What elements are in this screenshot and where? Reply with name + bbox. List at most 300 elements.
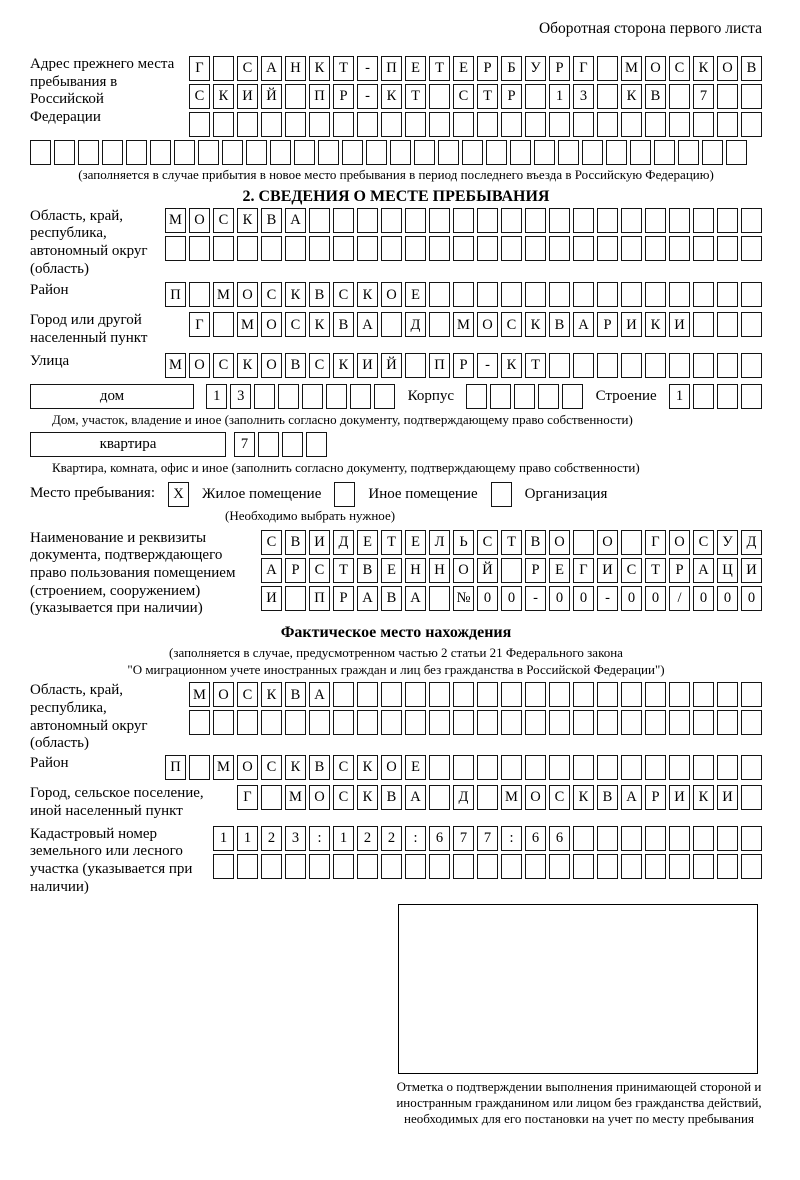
char-box[interactable]	[645, 682, 666, 707]
char-box[interactable]: В	[333, 312, 354, 337]
char-box[interactable]: 0	[693, 586, 714, 611]
char-box[interactable]	[573, 353, 594, 378]
char-box[interactable]	[429, 586, 450, 611]
char-box[interactable]: А	[573, 312, 594, 337]
char-box[interactable]	[562, 384, 583, 409]
char-box[interactable]	[741, 84, 762, 109]
char-box[interactable]: Р	[549, 56, 570, 81]
char-box[interactable]: В	[549, 312, 570, 337]
char-box[interactable]	[717, 353, 738, 378]
char-box[interactable]	[285, 854, 306, 879]
char-box[interactable]: А	[309, 682, 330, 707]
char-box[interactable]	[717, 755, 738, 780]
char-box[interactable]: :	[309, 826, 330, 851]
char-box[interactable]: Е	[357, 530, 378, 555]
char-box[interactable]: И	[669, 785, 690, 810]
char-box[interactable]	[621, 236, 642, 261]
char-box[interactable]	[549, 755, 570, 780]
char-box[interactable]	[333, 854, 354, 879]
char-box[interactable]	[621, 854, 642, 879]
char-box[interactable]: 6	[429, 826, 450, 851]
char-box[interactable]	[285, 236, 306, 261]
char-box[interactable]	[597, 84, 618, 109]
char-box[interactable]: Е	[405, 56, 426, 81]
char-box[interactable]: О	[669, 530, 690, 555]
char-box[interactable]	[693, 112, 714, 137]
char-box[interactable]: А	[693, 558, 714, 583]
char-box[interactable]	[717, 854, 738, 879]
char-box[interactable]	[477, 236, 498, 261]
char-box[interactable]: С	[189, 84, 210, 109]
char-box[interactable]: У	[525, 56, 546, 81]
char-box[interactable]	[189, 710, 210, 735]
char-box[interactable]: А	[405, 785, 426, 810]
char-box[interactable]	[717, 312, 738, 337]
char-box[interactable]: Т	[645, 558, 666, 583]
char-box[interactable]: -	[477, 353, 498, 378]
char-box[interactable]: Д	[453, 785, 474, 810]
char-box[interactable]	[294, 140, 315, 165]
char-box[interactable]: Р	[285, 558, 306, 583]
char-box[interactable]	[357, 682, 378, 707]
char-box[interactable]	[429, 710, 450, 735]
char-box[interactable]	[405, 682, 426, 707]
char-box[interactable]	[597, 682, 618, 707]
char-box[interactable]	[654, 140, 675, 165]
char-box[interactable]	[381, 236, 402, 261]
char-box[interactable]	[741, 236, 762, 261]
char-box[interactable]	[573, 112, 594, 137]
char-box[interactable]	[597, 208, 618, 233]
char-box[interactable]: И	[237, 84, 258, 109]
char-box[interactable]: 0	[501, 586, 522, 611]
char-box[interactable]	[669, 854, 690, 879]
char-box[interactable]: С	[477, 530, 498, 555]
char-box[interactable]: С	[693, 530, 714, 555]
char-box[interactable]	[213, 112, 234, 137]
char-box[interactable]	[333, 208, 354, 233]
char-box[interactable]	[717, 710, 738, 735]
char-box[interactable]: И	[717, 785, 738, 810]
char-box[interactable]	[514, 384, 535, 409]
char-box[interactable]	[549, 353, 570, 378]
char-box[interactable]	[486, 140, 507, 165]
char-box[interactable]	[621, 530, 642, 555]
char-box[interactable]	[741, 682, 762, 707]
char-box[interactable]	[405, 710, 426, 735]
char-box[interactable]: О	[309, 785, 330, 810]
char-box[interactable]	[357, 236, 378, 261]
char-box[interactable]	[366, 140, 387, 165]
char-box[interactable]: Р	[333, 586, 354, 611]
char-box[interactable]	[278, 384, 299, 409]
char-box[interactable]	[621, 353, 642, 378]
char-box[interactable]	[405, 353, 426, 378]
char-box[interactable]: 0	[741, 586, 762, 611]
char-box[interactable]	[462, 140, 483, 165]
char-box[interactable]	[501, 755, 522, 780]
char-box[interactable]: 1	[237, 826, 258, 851]
char-box[interactable]: Г	[573, 56, 594, 81]
char-box[interactable]	[189, 282, 210, 307]
char-box[interactable]	[381, 682, 402, 707]
char-box[interactable]: В	[645, 84, 666, 109]
char-box[interactable]	[606, 140, 627, 165]
char-box[interactable]: Р	[669, 558, 690, 583]
char-box[interactable]	[597, 353, 618, 378]
char-box[interactable]	[669, 710, 690, 735]
char-box[interactable]: А	[621, 785, 642, 810]
char-box[interactable]: /	[669, 586, 690, 611]
char-box[interactable]	[429, 236, 450, 261]
char-box[interactable]	[258, 432, 279, 457]
char-box[interactable]	[621, 755, 642, 780]
char-box[interactable]	[374, 384, 395, 409]
char-box[interactable]: 0	[549, 586, 570, 611]
char-box[interactable]: С	[669, 56, 690, 81]
char-box[interactable]	[189, 755, 210, 780]
char-box[interactable]: А	[285, 208, 306, 233]
char-box[interactable]	[350, 384, 371, 409]
char-box[interactable]	[261, 854, 282, 879]
organization-checkbox[interactable]	[491, 482, 512, 507]
char-box[interactable]	[429, 854, 450, 879]
char-box[interactable]: Е	[405, 282, 426, 307]
char-box[interactable]: С	[285, 312, 306, 337]
residential-checkbox[interactable]: X	[168, 482, 189, 507]
char-box[interactable]: К	[309, 56, 330, 81]
char-box[interactable]	[645, 755, 666, 780]
char-box[interactable]	[261, 785, 282, 810]
char-box[interactable]	[429, 112, 450, 137]
char-box[interactable]	[453, 282, 474, 307]
char-box[interactable]: О	[261, 353, 282, 378]
char-box[interactable]: Г	[645, 530, 666, 555]
char-box[interactable]	[342, 140, 363, 165]
char-box[interactable]	[741, 755, 762, 780]
char-box[interactable]: С	[261, 282, 282, 307]
char-box[interactable]	[717, 112, 738, 137]
char-box[interactable]: О	[189, 208, 210, 233]
char-box[interactable]	[525, 112, 546, 137]
char-box[interactable]: 7	[234, 432, 255, 457]
char-box[interactable]: 2	[357, 826, 378, 851]
char-box[interactable]	[501, 282, 522, 307]
char-box[interactable]	[669, 282, 690, 307]
char-box[interactable]	[741, 785, 762, 810]
char-box[interactable]	[453, 755, 474, 780]
char-box[interactable]	[669, 112, 690, 137]
char-box[interactable]: Т	[381, 530, 402, 555]
char-box[interactable]: 0	[621, 586, 642, 611]
char-box[interactable]	[573, 530, 594, 555]
char-box[interactable]: С	[549, 785, 570, 810]
char-box[interactable]: В	[285, 353, 306, 378]
char-box[interactable]: И	[597, 558, 618, 583]
char-box[interactable]	[333, 710, 354, 735]
char-box[interactable]: С	[333, 785, 354, 810]
char-box[interactable]: Н	[405, 558, 426, 583]
char-box[interactable]	[717, 826, 738, 851]
char-box[interactable]: К	[357, 755, 378, 780]
char-box[interactable]	[477, 112, 498, 137]
char-box[interactable]	[573, 826, 594, 851]
char-box[interactable]	[621, 826, 642, 851]
char-box[interactable]	[189, 112, 210, 137]
char-box[interactable]	[285, 586, 306, 611]
char-box[interactable]	[429, 785, 450, 810]
char-box[interactable]	[102, 140, 123, 165]
char-box[interactable]	[669, 353, 690, 378]
char-box[interactable]	[333, 682, 354, 707]
char-box[interactable]: К	[333, 353, 354, 378]
char-box[interactable]	[477, 682, 498, 707]
char-box[interactable]: И	[669, 312, 690, 337]
char-box[interactable]	[525, 682, 546, 707]
char-box[interactable]	[466, 384, 487, 409]
char-box[interactable]	[309, 208, 330, 233]
char-box[interactable]: М	[165, 208, 186, 233]
char-box[interactable]: О	[525, 785, 546, 810]
char-box[interactable]: 0	[477, 586, 498, 611]
char-box[interactable]	[717, 384, 738, 409]
char-box[interactable]	[621, 682, 642, 707]
char-box[interactable]	[693, 236, 714, 261]
char-box[interactable]	[525, 282, 546, 307]
char-box[interactable]: Ь	[453, 530, 474, 555]
char-box[interactable]	[630, 140, 651, 165]
char-box[interactable]	[693, 208, 714, 233]
char-box[interactable]	[693, 384, 714, 409]
char-box[interactable]	[213, 710, 234, 735]
char-box[interactable]	[597, 854, 618, 879]
char-box[interactable]	[405, 854, 426, 879]
char-box[interactable]: Д	[333, 530, 354, 555]
char-box[interactable]: О	[213, 682, 234, 707]
char-box[interactable]: Т	[429, 56, 450, 81]
char-box[interactable]	[693, 353, 714, 378]
char-box[interactable]: С	[261, 755, 282, 780]
char-box[interactable]	[678, 140, 699, 165]
char-box[interactable]	[741, 384, 762, 409]
char-box[interactable]: Д	[741, 530, 762, 555]
char-box[interactable]	[213, 854, 234, 879]
char-box[interactable]: 1	[213, 826, 234, 851]
char-box[interactable]	[198, 140, 219, 165]
char-box[interactable]	[573, 710, 594, 735]
char-box[interactable]: К	[309, 312, 330, 337]
char-box[interactable]: О	[597, 530, 618, 555]
char-box[interactable]	[150, 140, 171, 165]
char-box[interactable]	[597, 710, 618, 735]
char-box[interactable]	[333, 236, 354, 261]
char-box[interactable]	[309, 710, 330, 735]
char-box[interactable]	[501, 112, 522, 137]
char-box[interactable]	[717, 84, 738, 109]
char-box[interactable]: В	[285, 530, 306, 555]
char-box[interactable]: В	[381, 785, 402, 810]
char-box[interactable]	[453, 854, 474, 879]
char-box[interactable]: 1	[333, 826, 354, 851]
char-box[interactable]: В	[309, 755, 330, 780]
char-box[interactable]: А	[357, 312, 378, 337]
char-box[interactable]: П	[309, 586, 330, 611]
char-box[interactable]	[405, 208, 426, 233]
char-box[interactable]: К	[237, 353, 258, 378]
char-box[interactable]: Т	[525, 353, 546, 378]
char-box[interactable]: С	[237, 682, 258, 707]
char-box[interactable]	[741, 312, 762, 337]
char-box[interactable]	[702, 140, 723, 165]
char-box[interactable]	[693, 854, 714, 879]
char-box[interactable]: -	[357, 84, 378, 109]
char-box[interactable]	[333, 112, 354, 137]
char-box[interactable]: П	[165, 755, 186, 780]
char-box[interactable]: П	[309, 84, 330, 109]
char-box[interactable]	[357, 710, 378, 735]
char-box[interactable]	[306, 432, 327, 457]
char-box[interactable]: 3	[573, 84, 594, 109]
char-box[interactable]: 1	[549, 84, 570, 109]
char-box[interactable]	[597, 826, 618, 851]
char-box[interactable]: О	[717, 56, 738, 81]
char-box[interactable]	[534, 140, 555, 165]
char-box[interactable]	[669, 755, 690, 780]
char-box[interactable]: К	[693, 785, 714, 810]
char-box[interactable]	[285, 112, 306, 137]
char-box[interactable]: Е	[405, 530, 426, 555]
char-box[interactable]: Г	[573, 558, 594, 583]
char-box[interactable]: 7	[693, 84, 714, 109]
char-box[interactable]: 7	[453, 826, 474, 851]
char-box[interactable]	[573, 208, 594, 233]
char-box[interactable]: О	[381, 282, 402, 307]
char-box[interactable]	[717, 236, 738, 261]
char-box[interactable]: М	[213, 755, 234, 780]
char-box[interactable]: С	[453, 84, 474, 109]
char-box[interactable]: М	[213, 282, 234, 307]
char-box[interactable]	[477, 755, 498, 780]
char-box[interactable]: 7	[477, 826, 498, 851]
char-box[interactable]: В	[597, 785, 618, 810]
char-box[interactable]	[78, 140, 99, 165]
char-box[interactable]: Д	[405, 312, 426, 337]
char-box[interactable]	[381, 312, 402, 337]
char-box[interactable]	[309, 236, 330, 261]
char-box[interactable]	[429, 755, 450, 780]
char-box[interactable]: О	[645, 56, 666, 81]
char-box[interactable]: О	[453, 558, 474, 583]
char-box[interactable]	[429, 84, 450, 109]
char-box[interactable]: П	[165, 282, 186, 307]
char-box[interactable]: С	[333, 755, 354, 780]
char-box[interactable]: Й	[261, 84, 282, 109]
char-box[interactable]: А	[405, 586, 426, 611]
char-box[interactable]	[645, 208, 666, 233]
char-box[interactable]	[414, 140, 435, 165]
char-box[interactable]: К	[285, 755, 306, 780]
char-box[interactable]	[30, 140, 51, 165]
char-box[interactable]: 0	[573, 586, 594, 611]
char-box[interactable]	[549, 710, 570, 735]
char-box[interactable]	[285, 710, 306, 735]
char-box[interactable]	[645, 282, 666, 307]
char-box[interactable]	[189, 236, 210, 261]
other-premises-checkbox[interactable]	[334, 482, 355, 507]
char-box[interactable]: Т	[333, 56, 354, 81]
char-box[interactable]	[669, 208, 690, 233]
char-box[interactable]	[669, 236, 690, 261]
char-box[interactable]	[645, 826, 666, 851]
char-box[interactable]	[261, 112, 282, 137]
char-box[interactable]: 0	[717, 586, 738, 611]
char-box[interactable]: М	[189, 682, 210, 707]
char-box[interactable]	[381, 208, 402, 233]
char-box[interactable]	[741, 208, 762, 233]
char-box[interactable]	[429, 282, 450, 307]
char-box[interactable]: К	[237, 208, 258, 233]
char-box[interactable]	[261, 710, 282, 735]
char-box[interactable]	[525, 208, 546, 233]
char-box[interactable]	[282, 432, 303, 457]
char-box[interactable]: К	[573, 785, 594, 810]
char-box[interactable]: :	[405, 826, 426, 851]
char-box[interactable]	[302, 384, 323, 409]
char-box[interactable]: К	[285, 282, 306, 307]
char-box[interactable]	[318, 140, 339, 165]
char-box[interactable]: С	[237, 56, 258, 81]
char-box[interactable]	[453, 236, 474, 261]
char-box[interactable]	[501, 854, 522, 879]
char-box[interactable]: М	[453, 312, 474, 337]
char-box[interactable]	[357, 112, 378, 137]
char-box[interactable]: О	[237, 282, 258, 307]
char-box[interactable]	[597, 282, 618, 307]
char-box[interactable]	[741, 353, 762, 378]
char-box[interactable]	[213, 312, 234, 337]
char-box[interactable]	[270, 140, 291, 165]
char-box[interactable]	[429, 312, 450, 337]
char-box[interactable]	[573, 236, 594, 261]
char-box[interactable]	[165, 236, 186, 261]
char-box[interactable]	[254, 384, 275, 409]
char-box[interactable]	[510, 140, 531, 165]
char-box[interactable]: К	[357, 282, 378, 307]
char-box[interactable]	[501, 236, 522, 261]
char-box[interactable]	[741, 282, 762, 307]
char-box[interactable]	[501, 208, 522, 233]
char-box[interactable]: Т	[405, 84, 426, 109]
char-box[interactable]	[717, 682, 738, 707]
char-box[interactable]: Т	[333, 558, 354, 583]
char-box[interactable]	[309, 854, 330, 879]
char-box[interactable]	[741, 112, 762, 137]
char-box[interactable]	[501, 682, 522, 707]
char-box[interactable]	[326, 384, 347, 409]
char-box[interactable]	[261, 236, 282, 261]
char-box[interactable]	[741, 710, 762, 735]
char-box[interactable]: Е	[381, 558, 402, 583]
char-box[interactable]	[525, 236, 546, 261]
char-box[interactable]: Н	[429, 558, 450, 583]
char-box[interactable]: И	[741, 558, 762, 583]
char-box[interactable]: Р	[597, 312, 618, 337]
char-box[interactable]: В	[309, 282, 330, 307]
char-box[interactable]	[693, 710, 714, 735]
char-box[interactable]: :	[501, 826, 522, 851]
char-box[interactable]: К	[261, 682, 282, 707]
char-box[interactable]	[669, 84, 690, 109]
